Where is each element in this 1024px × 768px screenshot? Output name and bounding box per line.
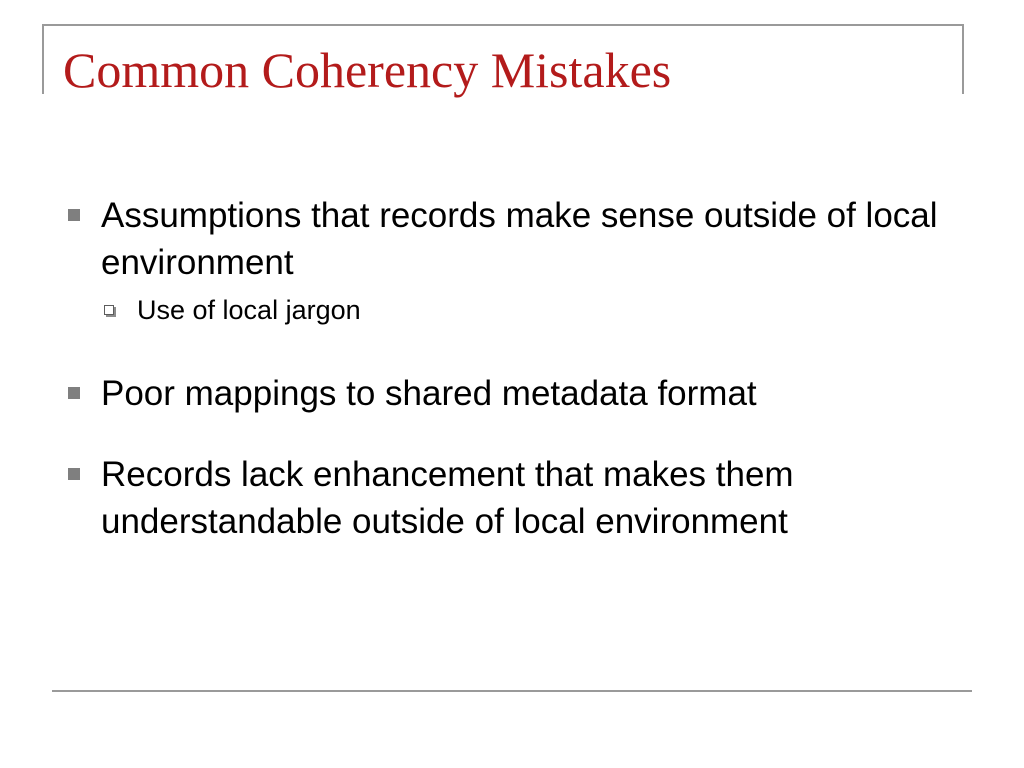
square-bullet-icon [68, 209, 80, 221]
square-bullet-icon [68, 468, 80, 480]
sub-bullet-item [62, 288, 962, 332]
hollow-square-bullet-icon [104, 305, 114, 315]
bottom-rule [52, 690, 972, 692]
top-rule [42, 24, 964, 26]
bullet-item [62, 370, 962, 417]
bullet-text: Records lack enhancement that makes them understandable outside of local environment [101, 455, 794, 541]
bullet-item [62, 451, 962, 545]
sub-bullet-text: Use of local jargon [137, 295, 361, 325]
left-rule [42, 24, 44, 94]
bullet-text: Assumptions that records make sense outside of local environment [101, 196, 938, 282]
slide-content [62, 192, 962, 545]
bullet-item [62, 192, 962, 286]
slide-title: Common Coherency Mistakes [63, 42, 672, 98]
square-bullet-icon [68, 387, 80, 399]
right-rule [962, 24, 964, 94]
bullet-text: Poor mappings to shared metadata format [101, 374, 757, 413]
